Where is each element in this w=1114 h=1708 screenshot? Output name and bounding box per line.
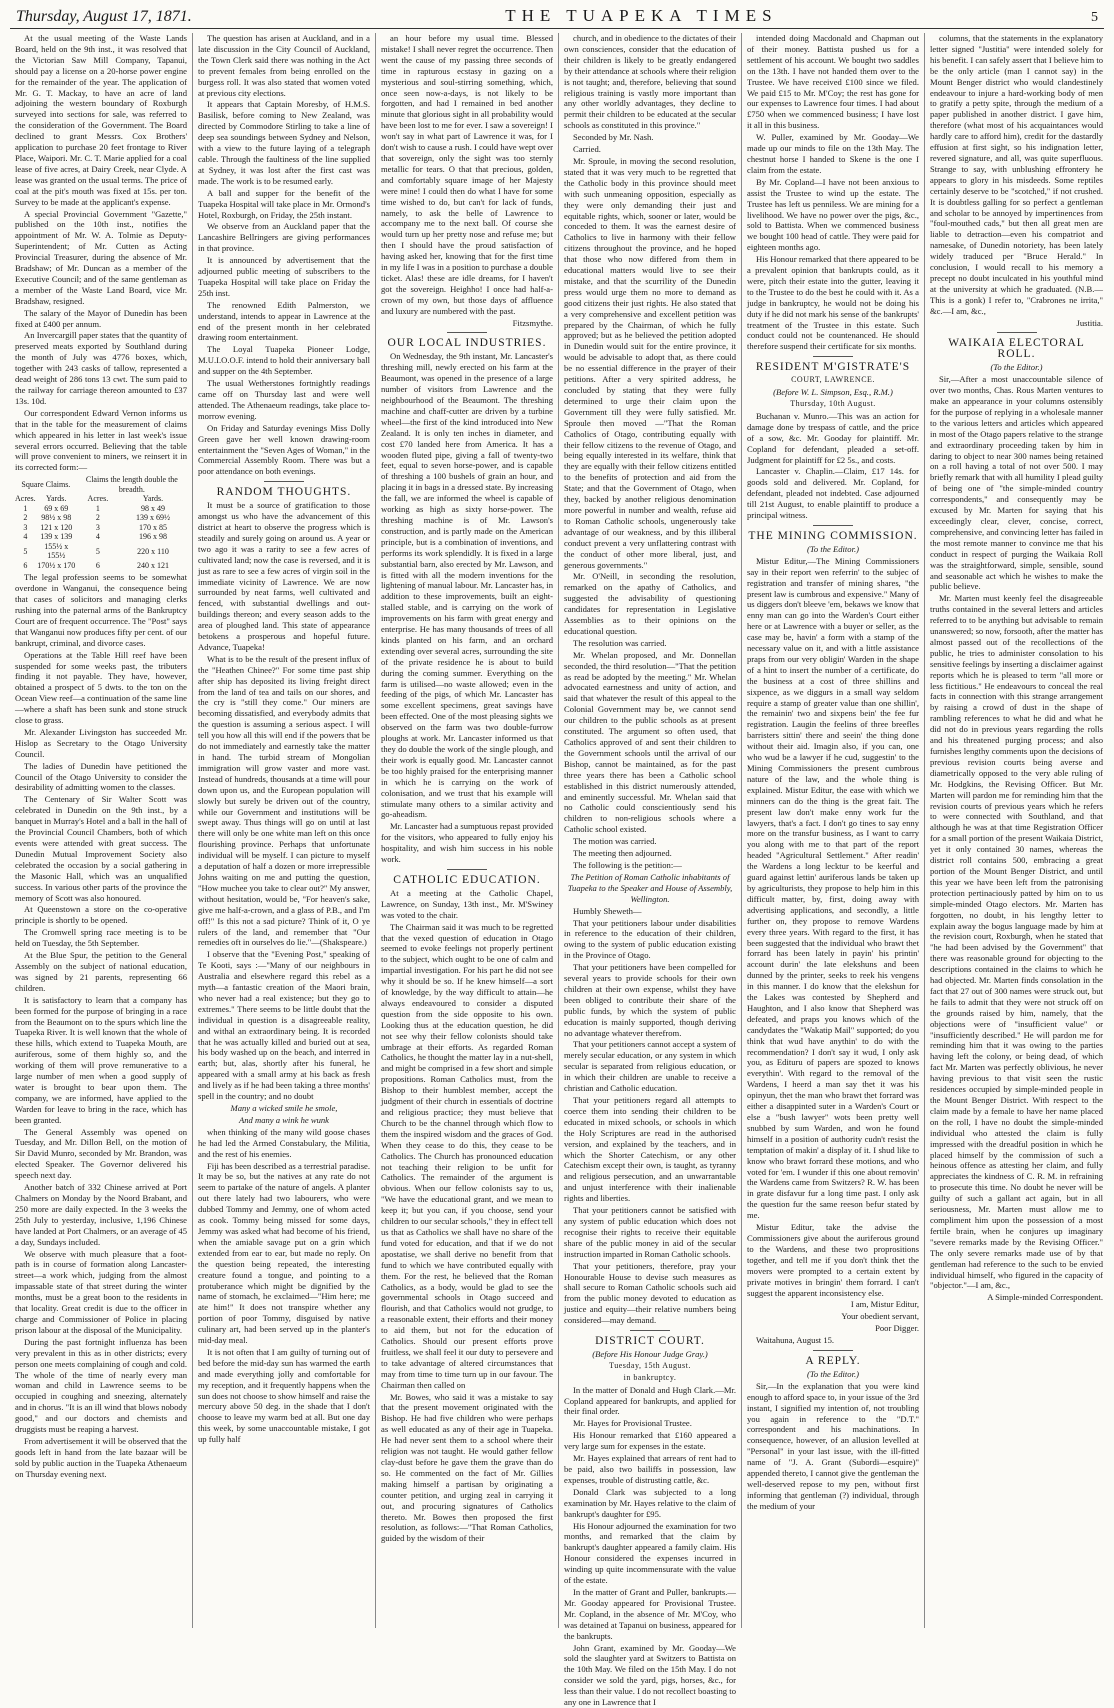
paragraph: The Chairman said it was much to be regretted that the vexed question of education in Otago seemed to evoke feelings not properly pertinent to the subject, which ought to be one of calm and impartial investigation. For his part he did not see why it should be so. If he knew himself—a sort of knowledge, by the way difficult to attain—he always endeavoured to consider a disputed question from the side opposite to his own. Looking thus at the education question, he did not see why their fellow colonists should take umbrage at their efforts. As regarded Roman Catholics, he thought the matter lay in a nut-shell, and might be comprised in a few short and simple propositions. Roman Catholics must, from the Bishop to their humblest member, accept the judgment of their church in essentials of doctrine and religious practice; they must believe that Church to be the channel through which flow to them the inspired wisdom and the graces of God. When they cease to do this, they cease to be Catholics. The Church has pronounced education not teaching their religion to be unfit for Catholics. The remainder of the argument is obvious. When our fellow colonists say to us, "We have the educational grant, and we mean to keep it; but you can, if you choose, send your children to our secular schools," they in effect tell us that as Catholics we shall have no share of the fund voted for education, and that if we do not apostatise, we shall derive no benefit from that fund to which we have contributed equally with them. For the rest, he believed that the Roman Catholics, as a body, would be glad to see the governmental schools in Otago succeed and flourish, and that Catholics would not grudge, to a reasonable extent, their efforts and their money to aid them, but not for the education of Catholics. Should our present efforts prove fruitless, we shall feel it our duty to persevere and to take advantage of altered circumstances that may from time to time turn up in our favour. The Chairman then called on: [381, 921, 553, 1390]
section-heading: THE MINING COMMISSION.: [748, 529, 918, 542]
verse-line: Many a wicked smile he smole,: [230, 1103, 338, 1113]
divider: [447, 869, 487, 870]
section-heading: CATHOLIC EDUCATION.: [393, 873, 541, 886]
table-cell: 69 x 69: [44, 503, 69, 513]
signature: Justitia.: [1076, 317, 1103, 328]
paragraph: In the matter of Donald and Hugh Clark.—Mr. Copland appeared for bankrupts, and applied for their final order.: [564, 1384, 736, 1417]
paragraph: The Loyal Tuapeka Pioneer Lodge, M.U.I.O.O.F. intend to hold their anniversary ball and supper on the 4th September.: [198, 344, 370, 377]
paragraph: We observe from an Auckland paper that the Lancashire Bellringers are giving performances in that province.: [198, 221, 370, 254]
paragraph: We observe with much pleasure that a foot-path is in course of formation along Lancaster-street—a work which, judging from the almost impassable state of that street during the winter months, must be a great boon to the residents in that locality. Great credit is due to the officer in charge and Commissioner of Police in placing prison labour at the disposal of the Municipality.: [15, 1248, 187, 1335]
table-subhead: Acres.: [15, 494, 36, 504]
paragraph: I observe that the "Evening Post," speaking of Te Kooti, says :—"Many of our neighbours in Australia and elsewhere regard this rebel as a myth—a fantastic creation of the Maori brain, who never had a real existence; but they go to extremes." There seems to be little doubt that the individual in question is a disagreeable reality, and withal an extraordinary being. It is recorded that he was actually killed and buried out at sea, his body washed up on the beach, and interred in earth; but, alas, shortly after his funeral, he appeared with a small army at his back as fresh and lively as if he had been taking a three months' spell in the country; and no doubt: [198, 949, 370, 1102]
subheading: (Before His Honour Judge Gray.): [592, 1348, 708, 1359]
paragraph: That your petitioners labour under disabilities in reference to the education of their children, owing to the system of public education existing in the Province of Otago.: [564, 917, 736, 961]
paragraph: The usual Wetherstones fortnightly readings came off on Thursday last and were well attended. The Athenaeum readings, take place to-morrow evening.: [198, 378, 370, 421]
table-cell: 98½ x 98: [41, 513, 72, 523]
paragraph: columns, that the statements in the explanatory letter signed "Justitia" were intended solely for his benefit. I can safely assert that I believe him to be the only article (man I cannot say) in the Mount Benger district who would clandestinely endeavour to injure a hard-working body of men to gratify a petty spite, through the medium of a paper published in another district. I gave him, therefore (what most of his acquaintances would hardly care to afford him), credit for the dastardly effusion at first sight, so his indignation letter, revered signature, and all, was quite superfluous. Strange to say, with unblushing effrontery he appears to glory in his misdeeds. Some reptiles certainly deserve to be "scotched," if not crushed. It is doubtless galling for so perfect a gentleman and scholar to be annoyed by impertinences from "foul-mouthed cads," but then all great men are liable to detraction—even his compatriot and namesake, of Dunedin notoriety, has been lately widely traduced per "Bruce Herald." In conclusion, I would recall to his memory a precept no doubt inculcated in his youthful mind at the university at which he graduated. (N.B.—This is a gonk) I refer to, "Crabrones ne irrita," &c.—I am, &c.,: [930, 33, 1104, 316]
subheading: (Before W. L. Simpson, Esq., R.M.): [773, 387, 893, 398]
paragraph: It must be a source of gratification to those amongst us who have the advancement of this district at heart to observe the progress which is steadily and surely going on around us. A year or two ago it was a rarity to see a few acres of cultivated land; now the case is reversed, and it is just as rare to see a few acres of virgin soil in the immediate vicinity of Lawrence. We are now surrounded by neat farms, well cultivated and fenced, with substantial dwellings and out-buildings thereon; and every season adds to the area of ploughed land. This state of appearance betokens a prosperous and hopeful future. Advance, Tuapeka!: [198, 500, 370, 652]
claims-table: [15, 475, 187, 570]
paragraph: Our correspondent Edward Vernon informs us that in the table for the measurement of claims which appeared in his letter in last week's issue several errors occurred. Believing that the table will prove convenient to miners, we reinsert it in its corrected form:—: [15, 407, 187, 473]
table-cell: 3: [95, 522, 100, 532]
signature: A Simple-minded Correspondent.: [987, 1292, 1103, 1303]
table-head-right: Claims the length double the breadth.: [85, 475, 178, 494]
paragraph: At the usual meeting of the Waste Lands Board, held on the 9th inst., it was resolved that the Victorian Saw Mill Company, Tapanui, should pay a license on a 20-horse power engine for the remainder of the year. The application of Mr. G. T. Mackay, to have an acre of land adjoining the western boundary of Roxburgh surveyed into sections for sale, was referred to the consideration of the Government. The Board declined to grant Messrs. Cox Brothers' application to purchase 20 feet frontage to River Place, Waipori. Mr. C. T. Marie applied for a coal lease of five acres, at Dairy Creek, near Clyde. A lease was granted on the usual terms. The price of coal at the pit's mouth was fixed at 15s. per ton. Survey to be made at the applicant's expense.: [15, 33, 187, 207]
paragraph: intended doing Macdonald and Chapman out of their money. Battista pushed us for a settlement of his account. We bought two saddles on the 13th. I have not handed them over to the Trustee. We have received £100 since we filed. We paid £15 to Mr. M'Coy; the rest has gone for our expenses to Lawrence four times. I had about £750 when we commenced business; I have lost it all in this business.: [747, 33, 919, 131]
paragraph: Humbly Sheweth—: [573, 905, 642, 916]
table-cell: 196 x 98: [139, 532, 168, 542]
paragraph: Donald Clark was subjected to a long examination by Mr. Hayes relative to the claim of bankrupt's daughter for £95.: [564, 1486, 736, 1519]
paragraph: Operations at the Table Hill reef have been suspended for some weeks past, the tributers finding it not payable. They have, however, obtained a prospect of 5 dwts. to the ton on the Ocean View reef—a continuation of the same line—where a shaft has been sunk and stone struck close to grass.: [15, 649, 187, 726]
paragraph: On Wednesday, the 9th instant, Mr. Lancaster's threshing mill, newly erected on his farm at the Beaumont, was opened in the presence of a large number of visitors from Lawrence and the neighbourhood of the Beaumont. The threshing machine and chaff-cutter are driven by a turbine wheel—the first of the kind introduced into New Zealand. It is only ten inches in diameter, and cost £70 landed here from America. It has a wooden fluted pipe, giving a fall of twenty-two feet, equal to seven horse-power, and is capable of threshing a 100 bushels of grain an hour, and placing it in bags in a dressed state. By increasing the fall, we are informed the wheel is capable of working as high as sixty horse-power. The threshing machine is of Mr. Lawson's construction, and is partly made on the American principle, but is a combination of inventions, and performs its work splendidly. It is fixed in a large substantial barn, also erected by Mr. Lawson, and is fitted with all the modern inventions for the lightening of manual labour. Mr. Lancaster has, in addition to these improvements, built an eight-stalled stable, and is carrying on the work of improvements on his farm with great energy and enterprise. He has many thousands of trees of all kinds planted on his farm, and an orchard extending over several acres, surrounding the site of the private residence he is about to build during the coming summer. Everything on the farm is utilised—no waste allowed; even in the feeding of the pigs, of which Mr. Lancaster has some excellent specimens, great savings have been effected. One of the most pleasing sights we observed on the farm was two double-furrow ploughs at work. Mr. Lancaster informed us that they do double the work of the single plough, and their work is equally good. Mr. Lancaster cannot be too highly praised for the enterprising manner in which he is carrying on the work of colonisation, and we trust that his example will stimulate many others to a similar activity and go-aheadism.: [381, 351, 553, 820]
paragraph: That your petitioners have been compelled for several years to provide schools for their own children at their own expense, whilst they have been obliged to contribute their share of the public funds, by which the system of public education is mainly supported, though deriving no advantage whatever therefrom.: [564, 962, 736, 1038]
paragraph: From advertisement it will be observed that the goods left in hand from the late bazaar will be sold by public auction in the Tuapeka Athenaeum on Thursday evening next.: [15, 1435, 187, 1479]
section-heading: RESIDENT M'GISTRATE'S: [755, 361, 911, 374]
paragraph: An Invercargill paper states that the quantity of preserved meats exported by Southland during the month of July was 4776 boxes, which, together with 243 casks of tallow, represented a dead weight of 286 tons 13 cwt. The sum paid to the railway for carriage thereon amounted to £37 13s. 10d.: [15, 330, 187, 406]
paragraph: Mr. Bowes, who said it was a mistake to say that the present movement originated with the Bishop. He had five children who were perhaps as well educated as any of their age in Tuapeka. He had never sent them to a school where their religion was not taught. He would gather fellow clay-dust before he gave them the grave than do so. He commented on the fact of Mr. Gillies making himself a partisan by originating a counter petition, and urging zeal in carrying it out, and procuring signatures of Catholics thereto. Mr. Bowes then proposed the first resolution, as follows:—"That Roman Catholics, guided by the wisdom of their: [381, 1391, 553, 1544]
divider: [813, 1350, 853, 1351]
paragraph: Mistur Editur,—The Mining Commissioners say in their report wen referrin' to the subjec of registration and transfer of mining shares, "the present law is cumbrous and expensive." Many of us diggers don't bleeve 'em, bekaws we know that enny man can go into the Warden's Court either here or at Lawrence with a buyer or seller, as the case may be, havin' a form with a stamp of the necessary value on it, and with a little assistance praps from our very obligin' Warden in the shape of a hint to insert the number of a certificate, do the business at a cost of three shillins and sixpence, as we diggurs in a small way seldom require a stamp of greater value than one shillin', the remainin' two and sixpens bein' the fee fur registration. Laugin the feelins of three breefles barristers sittin' there and seein' the thing done without their aid. Imagin also, if you can, one who wud be a lawyer if he cud, suggestin' to the Mining Commissioners the present cumbrous nature of the law, and the whole thing is explained. Mistur Editur, the ease with which we minners can do the thing is the great fait. The present law don't make enny work fur the lawyers, that's a fact. I don't go tines to say enny more on the transfur business, as I want to carry you along with me to that part of the report headed "Agricultural Settlement." After readin' the Wardens a long lecktur to be keerful and guard against lettin' auriferous lands be taken up by agriculturists, they propose to help him in this difficult matter, by, first, doing away with advertising applications, and secondly, a little further on, they propose to remove Wardens every three years. With regard to the first, it has been suggested that the individual who brawt thet forrard has been lately in payin' his printin' account durin' the late elekshuns and been dunned by the printer, seeks to reek his vengens in this manner. I do know that the elekshun for the Lakes was contested by Shepherd and Haughton, and I also know that Shepherd was defeated, and praps you knows which of the candydates the "Wakatip Mail" supported; do you think that wud have anythin' to do with the recommendation? I don't say it wud, I only ask you, as Edituru of papers are spozed to knows everythin'. With regard to the removal of the Wardens, I heerd a man say thet it was his opinyun, thet the man who brawt thet forrard was either a disappinted suter in a Warden's Court or else a "bush lawyer" wots been pretty well snubbed by sum Warden, and won he found himself in a position of authority cudn't resist the temptation of makin' a display of it. I shud like to know who brawt forrard these motions, and who voted for 'em. I wunder if this one about removin' the Wardens came from Switzers? R. W. has been in grate disfavur fur a long time past. I only ask the question fur the same reeson befur stated by me.: [747, 555, 919, 1221]
table-row: [15, 513, 187, 523]
table-row: [15, 504, 187, 514]
paragraph: church, and in obedience to the dictates of their own consciences, consider that the education of their children is likely to be greatly endangered by their attendance at schools where their religion is not taught; and, therefore, believing that sound religious training is vastly more important than any other worldly advantages, they decline to permit their children to be educated at the secular schools as constituted in this province.": [564, 33, 736, 131]
paragraph: The resolution was carried.: [573, 637, 667, 648]
table-cell: 220 x 110: [137, 546, 169, 556]
table-row: [15, 561, 187, 571]
paragraph: His Honour remarked that £160 appeared a very large sum for expenses in the estate.: [564, 1430, 736, 1452]
table-subhead: Acres.: [87, 494, 109, 504]
paragraph: The meeting then adjourned.: [573, 848, 672, 859]
table-cell: 98 x 49: [141, 503, 166, 513]
column-4: [559, 33, 742, 1708]
table-cell: 1: [95, 503, 100, 513]
columns: [10, 33, 1104, 1708]
paragraph: Sir,—In the explanation that you were kind enough to afford space to, in your issue of the 3rd instant, I signified my intention of, not troubling you again in reference to the "D.T." correspondent and his machinations. In consequence, however, of an allusion levelled at "Personal" in your last issue, with the ill-fitted name of "J. A. Grant (Subordi—esquire)" appended thereto, I cannot give the gentleman the well-deserved repose to my pen, without first informing that gentleman (?) individual, through the medium of your: [747, 1380, 919, 1511]
table-cell: 4: [95, 532, 100, 542]
subheading: (To the Editor.): [990, 362, 1043, 373]
paragraph: Seconded by Mr. Nash.: [573, 132, 654, 143]
paragraph: The ladies of Dunedin have petitioned the Council of the Otago University to consider the desirability of admitting women to the classes.: [15, 760, 187, 793]
signature: I am, Mistur Editur,: [850, 1299, 919, 1310]
divider: [630, 1330, 670, 1331]
paragraph: Mr. Whelan proposed, and Mr. Donnellan seconded, the third resolution—"That the petition as read be adopted by the meeting." Mr. Whelan advocated earnestness and unity of action, and said that whatever the result of this appeal to the Colonial Government may be, we cannot send our children to the public schools as at present constituted. The argument so often used, that Catholics approved of and sent their children to the Government schools until the arrival of our Bishop, cannot be maintained, as for the past three years there has been a Catholic school established in this district numerously attended, and eminently successful. Mr. Whelan said that no Catholic could conscientiously send his children to non-religious schools where a Catholic school existed.: [564, 649, 736, 835]
paragraph: The renowned Edith Palmerston, we understand, intends to appear in Lawrence at the end of the present month in her celebrated drawing room entertainment.: [198, 299, 370, 343]
paragraph: Mr. Hayes for Provisional Trustee.: [573, 1418, 692, 1429]
section-heading: WAIKAIA ELECTORAL ROLL.: [948, 337, 1085, 361]
paragraph: The Centenary of Sir Walter Scott was celebrated in Dunedin on the 9th inst., by a banquet in Murray's Hotel and a ball in the hall of the Provincial Council Chambers, both of which events were attended with great success. The Dunedin Mutual Improvement Society also celebrated the occasion by a social gathering in the Masonic Hall, which was an unqualified success. In various other parts of the province the memory of Scott was also honoured.: [15, 794, 187, 903]
paragraph: His Honour adjourned the examination for two months, and remarked that the claim by bankrupt's daughter appeared a family claim. His Honour considered the expenses incurred in winding up quite incommensurate with the value of the estate.: [564, 1520, 736, 1586]
signature: Poor Digger.: [875, 1323, 919, 1334]
table-subhead: Yards.: [142, 494, 164, 504]
table-cell: 3: [23, 522, 28, 532]
table-cell: 2: [23, 513, 28, 523]
paragraph: Mr. Hayes explained that arrears of rent had to be paid, also two bailiffs in possession, law expenses, trouble of distrusting cattle, &c.: [564, 1453, 736, 1485]
paragraph: In the matter of Grant and Puller, bankrupts.—Mr. Gooday appeared for Provisional Trustee. Mr. Copland, in the absence of Mr. M'Coy, who was detained at Tapanui on business, appeared for the bankrupts.: [564, 1586, 737, 1641]
table-cell: 139 x 69½: [136, 513, 171, 523]
verse-line: And many a wink he wunk: [239, 1114, 329, 1125]
table-cell: 6: [23, 560, 28, 570]
signature: Fitzsmythe.: [512, 317, 553, 328]
paragraph: Another batch of 332 Chinese arrived at Port Chalmers on Monday by the Noord Brabant, and 250 more are daily expected. In the 3 weeks the 25th July to yesterday, inclusive, 1,196 Chinese have landed at Port Chalmers, or an average of 45 a day, Sundays included.: [15, 1182, 187, 1247]
table-row: [15, 523, 187, 533]
table-cell: 121 x 120: [40, 522, 73, 532]
paragraph: It is announced by advertisement that the adjourned public meeting of subscribers to the Tuapeka Hospital will take place on Friday the 25th inst.: [198, 255, 370, 298]
signature: Your obedient servant,: [841, 1311, 919, 1322]
paragraph: Mr. Sproule, in moving the second resolution, stated that it was very much to be regretted that the Catholic body in this province should meet with such unmeaning opposition, especially as they were only demanding their just and equitable rights, which, sooner or later, would be conceded to them. It was the earnest desire of Catholics to live in harmony with their fellow citizens throughout the province, and he hoped that those who now differed from them in educational matters would live to see their mistake, and that the scurrility of the Dunedin press would urge them no more to demand as good citizens their just rights. He also stated that a very comprehensive and excellent petition was prepared by the Chairman, of which he fully approved; but as he believed the petition adopted in Dunedin would suit for the entire province, it would be advisable to adopt that, as there could be no essential difference in the prayer of their petitions. After a very spirited address, he concluded by stating that they were fully determined to urge their claim upon the Government till they were fully satisfied. Mr. Sproule then moved —"That the Roman Catholics of Otago, contributing equally with their fellow citizens to the revenue of Otago, and being equally interested in its welfare, think that they are equally with their fellow citizens entitled to the benefits of protection and aid from the State; and that the Government of Otago, when they, backed by another religious denomination more powerful in number and wealth, refuse aid to Roman Catholic schools, ungenerously take advantage of our weakness, and by this illiberal conduct prevent a very unflattering contrast with the conduct of other more liberal, just, and generous governments.": [564, 155, 736, 570]
table-row: [15, 532, 187, 542]
paragraph: The following is the petition:—: [573, 859, 682, 870]
table-row: [15, 542, 187, 561]
paragraph: Mr. Marten must keenly feel the disagreeable truths contained in the several letters and articles referred to to be anything but advisable to remain unanswered; so now, forsooth, after the matter has almost passed out of the recollections of the public, he tries to administer consolation to his sensitive feelings by inserting a disclaimer against reports which he is pleased to term "all more or less fictitious." He endeavours to conceal the real facts in connection with this strange arrangement by raising a crowd of dust in the shape of rambling references to what he did and what he did not do in previous years regarding the rolls and his threatened purging process; and also furnishes lengthy comments upon the decisions of previous revision courts being averse and diametrically opposed to the very able ruling of Mr. Hodgkins, the Revising Officer. But Mr. Marten will pardon me for reminding him that the revision courts of previous years which he refers to were connected with Southland, and that although he was at that time Registration Officer for a small portion of the present Waikaia District, yet it only contained 30 names, whereas the district roll contains 500, embracing a great portion of the Mount Benger District, and until this year we have been left from the patronising protection pertinaciously patted by him on to us simple-minded Otago electors. Mr. Marten has forgotten, no doubt, in his lengthy letter to explain away the bogus language made by him at the revision court, Roxburgh, when he stated that "he had been advised by the Government" that there was reasonable ground for objecting to the descriptions contained in the claims to which he had objected. Mr. Marten finds consolation in the fact that 27 out of 300 names were struck out, but he fails to admit that they were not struck off on the grounds raised by him, namely, that the objections were of "insufficient value" or "insufficiently described." He will pardon me for reminding him that it was owing to the parties having left the colony, or being dead, of which fact Mr. Marten was perfectly oblivious, he never having previous to that visit seen the rustic residences occupied by simple-minded people in the Mount Benger District. With respect to the claim made by a female to have her name placed on the roll, I have no doubt the simple-minded individual who attested the claim is fully impressed with the dreadful position in which he placed himself by the commission of such a heinous offence as attesting her claim, and fully appreciates the kindness of C. R. M. in refraining to prosecute this time. No doubt he never will be guilty of such a gallant act again, but in all seriousness, Mr. Marten must allow me to compliment him upon the possession of a most fertile brain, when he conjures up imaginary "severe remarks made by the Revising Officer." The only severe remarks made use of by that gentleman had reference to the such to be envied individual himself, who figured in the capacity of "objector."—I am, &c.,: [930, 593, 1103, 1291]
section-heading: OUR LOCAL INDUSTRIES.: [387, 337, 547, 350]
column-5: [742, 33, 925, 1628]
paragraph: Mistur Editur, take the advise the Commissioners give about the auriferous ground to the Wardens, and these two proprositions together, and tell me if you don't think thet the movers were prompted to a certain extent by private motives in bringin' them forrard. I can't suggest the apparent inconsistency else.: [747, 1222, 919, 1298]
paragraph: At the Blue Spur, the petition to the General Assembly on the subject of national education, was signed by 21 parents, representing 66 children.: [15, 950, 187, 993]
paragraph: What is to be the result of the present influx of the "Heathen Chinee?" For some time past ship after ship has deposited its living freight direct from the land of tea and tails on our shores, and the cry is "still they come." Our miners are becoming dissatisfied, and everybody admits that the question is assuming a serious aspect. I will tell you how all this will end if the powers that be do not immediately and earnestly take the matter in hand. The turbid stream of Mongolian immigration will grow vaster and more vast. Instead of hundreds, thousands at a time will pour down upon us, and the European population will slowly but surely be driven out of the country, while our Government and institutions will be swept away. Thus things will go on until at last there will only be one white man left on this once flourishing province. Perhaps that unfortunate individual will be myself. I can picture to myself a deputation of half a dozen or more irrepressible Johns waiting on me and putting the question, "How muchee you take to clear out?" My answer, without hesitation, would be, "For heaven's sake, give me half-a-crown, and a glass of P.B., and I'm off!" Is this not a sad picture? Think of it, O ye rulers of the land, and remember that "Our remedies oft in ourselves do lie."—(Shakspeare.): [198, 653, 370, 948]
subheading: Thursday, 10th August.: [790, 399, 876, 408]
section-heading: DISTRICT COURT.: [595, 1335, 705, 1348]
paragraph: The Cromwell spring race meeting is to be held on Tuesday, the 5th September.: [15, 927, 187, 949]
table-head-left: Square Claims.: [21, 480, 71, 489]
petition-heading: The Petition of Roman Catholic inhabitants of Tuapeka to the Speaker and House of Assembly, Wellington.: [567, 871, 733, 904]
table-cell: 170½ x 170: [37, 560, 76, 570]
paragraph: That your petitioners cannot be satisfied with any system of public education which does not recognise their rights to receive their equitable share of the public money in aid of the secular instruction imparted in Roman Catholic schools.: [564, 1205, 736, 1259]
issue-date: Thursday, August 17, 1871.: [16, 8, 192, 25]
paragraph: an hour before my usual time. Blessed mistake! I shall never regret the occurrence. Then went the cause of my passing three seconds of time in rapturous ecstasy in gazing on a mysterious and soul-stirring something, which, once seen now-a-days, is not likely to be forgotten, and had I remained in bed another minute that glorious sight in all probability would have been lost to me for ever. I saw a sovereign! I won't say in what part of Lawrence it was, for I don't wish to cause a rush. I could have wept over that sovereign, only the sight was too sternly metallic for tears. O that that precious, golden, and comfortably square image of her Majesty were mine! I could then do what I have for some time wished to do, but can't for lack of funds, namely, to ask the belle of Lawrence to accompany me to the next ball. Of course she would turn up her pretty nose and refuse me; but then I should have the proud satisfaction of having asked her, knowing that for the first time in my life I was in a position to purchase a double ticket. Alas! these are idle dreams, for I haven't got the sovereign. Heighho! I once had half-a-crown of my own, but those days of affluence and luxury are numbered with the past.: [381, 33, 553, 316]
column-6: [925, 33, 1108, 1628]
table-cell: 5: [23, 546, 28, 556]
paragraph: It is not often that I am guilty of turning out of bed before the mid-day sun has warmed the earth and made everything jolly and comfortable for my reception, and it frequently happens when the sun does not choose to show himself and raise the mercury above 50 deg. in the shade that I don't choose to leave my warm bed at all. But one day this week, by some unaccountable mistake, I got up fully half: [198, 1346, 370, 1445]
paragraph: Fiji has been described as a terrestrial paradise. It may be so, but the natives at any rate do not seem to partake of the nature of angels. A planter out there lately had two labourers, who were dubbed Tommy and Jemmy, one of whom acted as cook. Tommy being missed for some days, Jemmy was asked what had become of his friend, when the amiable savage put on a grin which extended from ear to ear, but made no reply. On the question being repeated, the interesting creature found a tongue, and pointing to a protuberance which might be dignified by the name of stomach, he exclaimed—"Him here; me ate him!" It does not transpire whether any portion of poor Tommy, disguised by native culinary art, had been served up in the planter's mid-day meal.: [198, 1160, 370, 1346]
paragraph: On Friday and Saturday evenings Miss Dolly Green gave her well known drawing-room entertainment the "Seven Ages of Woman," in the Commercial Assembly Room. There was but a poor attendance on both evenings.: [198, 422, 370, 477]
paragraph: That your petitioners, therefore, pray your Honourable House to devise such measures as shall secure to Roman Catholic schools such aid from the public money devoted to education as justice and equity—their relative numbers being considered—may demand.: [564, 1260, 736, 1326]
column-1: [10, 33, 193, 1628]
paragraph: It appears that Captain Moresby, of H.M.S. Basilisk, before coming to New Zealand, was directed by Commodore Stirling to take a line of deep sea soundings between Sydney and Nelson, with a view to the future laying of a telegraph cable. Through the faultiness of the line supplied at Sydney, it was lost after the first cast was made. The work is to be resumed early.: [198, 99, 370, 186]
dateline: Waitahuna, August 15.: [756, 1335, 835, 1346]
paragraph: John Grant, examined by Mr. Gooday—We sold the slaughter yard at Switzers to Battista on the 10th May. We filed on the 15th May. I do not consider we sold the yard, pigs, horses, &c., for less than their value. I do not recollect boasting to any one in Lawrence that I: [564, 1642, 736, 1708]
newspaper-title: THE TUAPEKA TIMES: [505, 6, 778, 25]
paragraph: By Mr. Copland—I have not been anxious to assist the Trustee to wind up the estate. The Trustee has left us penniless. We are mining for a livelihood. We have no power over the pigs, &c., sold to Battista. When we commenced business we bought 100 head of cattle. They were paid for eighteen months ago.: [747, 176, 919, 253]
paragraph: Buchanan v. Munro.—This was an action for damage done by trespass of cattle, and the price of a sow, &c. Mr. Gooday for plaintiff. Mr. Copland for defendant, pleaded a set-off. Judgment for plaintiff for £2 5s., and costs.: [747, 410, 919, 465]
paragraph: Mr. Lancaster had a sumptuous repast provided for the visitors, who appeared to fully enjoy his hospitality, and wish him success in his noble work.: [381, 821, 553, 865]
paragraph: The legal profession seems to be somewhat overdone in Wanganui, the consequence being that cases of solicitors and managing clerks rushing into the paternal arms of the Bankruptcy Court are of frequent occurrence. The "Post" says that Wanganui now produces fifty per cent. of our bankrupt, criminal, and divorce cases.: [15, 572, 187, 648]
paragraph: His Honour remarked that there appeared to be a prevalent opinion that bankrupts could, as it were, pitch their estate into the gutter, leaving it to the Trustee to do the best he could with it. As a judge in bankruptcy, he would not be doing his duty if he did not mark his sense of the bankrupts' treatment of the Trustee in this estate. Such conduct could not be countenanced. He should therefore suspend their certificate for six months.: [747, 254, 919, 352]
divider: [447, 332, 487, 333]
divider: [813, 525, 853, 526]
paragraph: At a meeting at the Catholic Chapel, Lawrence, on Sunday, 13th inst., Mr. M'Swiney was voted to the chair.: [381, 887, 553, 920]
subheading: (To the Editor.): [807, 1368, 859, 1379]
paragraph: Sir,—After a most unaccountable silence of over two months, Chas. Rous Marten ventures to make an appearance in your columns ostensibly for the purpose of replying in a wholesale manner to the various letters and articles which appeared in most of the Otago papers relative to the strange and extraordinary proceeding taken by him in daring to object to near 300 names being retained on a roll having a total of not over 500. I may briefly remark that with all humility I plead guilty of being one of "the simple-minded country correspondents," and consequently may be excused by Mr. Marten for saying that his exceedingly clear, clever, concise, correct, comprehensive, and convincing letter has failed in the most remote manner to convince me that his conduct in respect of purging the Waikaia Roll was the straightforward, simple, sensible, sound and seasonable act which he wishes to make the public believe.: [930, 374, 1104, 592]
paragraph: Lancaster v. Chaplin.—Claim, £17 14s. for goods sold and delivered. Mr. Copland, for defendant, pleaded not indebted. Case adjourned till 21st August, to enable plaintiff to produce a principal witness.: [747, 466, 919, 521]
subheading: (To the Editor.): [807, 543, 859, 554]
section-heading: A REPLY.: [805, 1355, 861, 1368]
table-cell: 4: [23, 532, 28, 542]
divider: [813, 356, 853, 357]
paragraph: Mr. Alexander Livingston has succeeded Mr. Hislop as Secretary to the Otago University Council.: [15, 726, 187, 759]
paragraph: That your petitioners cannot accept a system of merely secular education, or any system in which secular is separated from religious education, or in which their children are unable to receive a christian and Catholic education.: [564, 1039, 736, 1094]
column-2: [193, 33, 376, 1628]
paragraph: The motion was carried.: [573, 836, 657, 847]
paragraph: Mr. O'Neill, in seconding the resolution, remarked on the apathy of Catholics, and suggested the advisability of questioning candidates for representation in Legislative Assemblies as to their opinions on the educational question.: [564, 571, 736, 636]
section-heading: RANDOM THOUGHTS.: [216, 486, 352, 499]
table-cell: 170 x 85: [139, 522, 168, 532]
table-cell: 155½ x 155½: [44, 541, 69, 561]
subheading: COURT, LAWRENCE.: [791, 375, 875, 385]
table-cell: 139 x 139: [40, 532, 73, 542]
table-cell: 1: [23, 503, 28, 513]
paragraph: The General Assembly was opened on Tuesday, and Mr. Dillon Bell, on the motion of Sir David Munro, seconded by Mr. Brandon, was elected Speaker. The Governor delivered his speech next day.: [15, 1126, 187, 1181]
divider: [997, 332, 1037, 333]
table-cell: 2: [95, 513, 100, 523]
paragraph: That your petitioners regard all attempts to coerce them into sending their children to be educated in mixed schools, or schools in which the Holy Scriptures are read in the authorised version, and explained by the teachers, and in which the Shorter Catechism, or any other Catechism except their own, is taught, as tyranny and religious persecution, and an unwarrantable and unjust interference with their inalienable rights and liberties.: [564, 1095, 736, 1204]
paragraph: Carried.: [573, 144, 601, 155]
table-subhead: Yards.: [46, 494, 67, 504]
paragraph: It is satisfactory to learn that a company has been formed for the purpose of bringing in a race from the Beaumont on to the spurs which line the Tuapeka River. It is well known that the whole of these hills, which extend to Tuapeka Mouth, are auriferous, some of them highly so, and the working of them will prove remunerative to a large number of men when a good supply of water is brought to bear upon them. The company, we are informed, have applied to the Warden for leave to bring in the race, which has been granted.: [15, 994, 187, 1125]
paragraph: A special Provincial Government "Gazette," published on the 10th inst., notifies the appointment of Mr. W. A. Tolmie as Deputy-Superintendent; of Mr. Cutten as Acting Provincial Treasurer, during the absence of Mr. Bradshaw; of Mr. Duncan as a member of the Executive Council; and of the same gentleman as a member of the Waste Land Board, vice Mr. Bradshaw, resigned.: [15, 208, 187, 306]
paragraph: During the past fortnight influenza has been very prevalent in this as in other districts; every person one meets complaining of cough and cold. The whole of the time of nearly every man woman and child in Lawrence seems to be occupied in coughing and sneezing, alternately and in chorus. "It is an ill wind that blows nobody good," and our doctors and chemists and druggists must be reaping a harvest.: [15, 1336, 187, 1435]
subheading: in bankruptcy.: [623, 1372, 677, 1382]
subheading: Tuesday, 15th August.: [609, 1360, 691, 1370]
masthead: [10, 6, 1104, 29]
divider: [264, 481, 304, 482]
table-cell: 6: [95, 560, 100, 570]
page-number: 5: [1091, 10, 1098, 25]
column-3: [376, 33, 559, 1628]
paragraph: W. Puller, examined by Mr. Gooday—We made up our minds to file on the 13th May. The chestnut horse I handed to Skene is the one I claim from the estate.: [747, 132, 919, 175]
paragraph: A ball and supper for the benefit of the Tuapeka Hospital will take place in Mr. Ormond's Hotel, Roxburgh, on Friday, the 25th instant.: [198, 187, 370, 220]
table-cell: 240 x 121: [137, 560, 170, 570]
paragraph: The question has arisen at Auckland, and in a late discussion in the City Council of Auckland, the Town Clerk said there was nothing in the Act to prevent females from being enrolled on the burgess roll. It was also stated that women voted at previous city elections.: [198, 33, 370, 98]
table-cell: 5: [95, 546, 100, 556]
paragraph: The salary of the Mayor of Dunedin has been fixed at £400 per annum.: [15, 307, 187, 329]
paragraph: At Queenstown a store on the co-operative principle is shortly to be opened.: [15, 904, 187, 926]
paragraph: when thinking of the many wild goose chases he had led the Armed Constabulary, the Militia, and the rest of his enemies.: [198, 1126, 370, 1159]
